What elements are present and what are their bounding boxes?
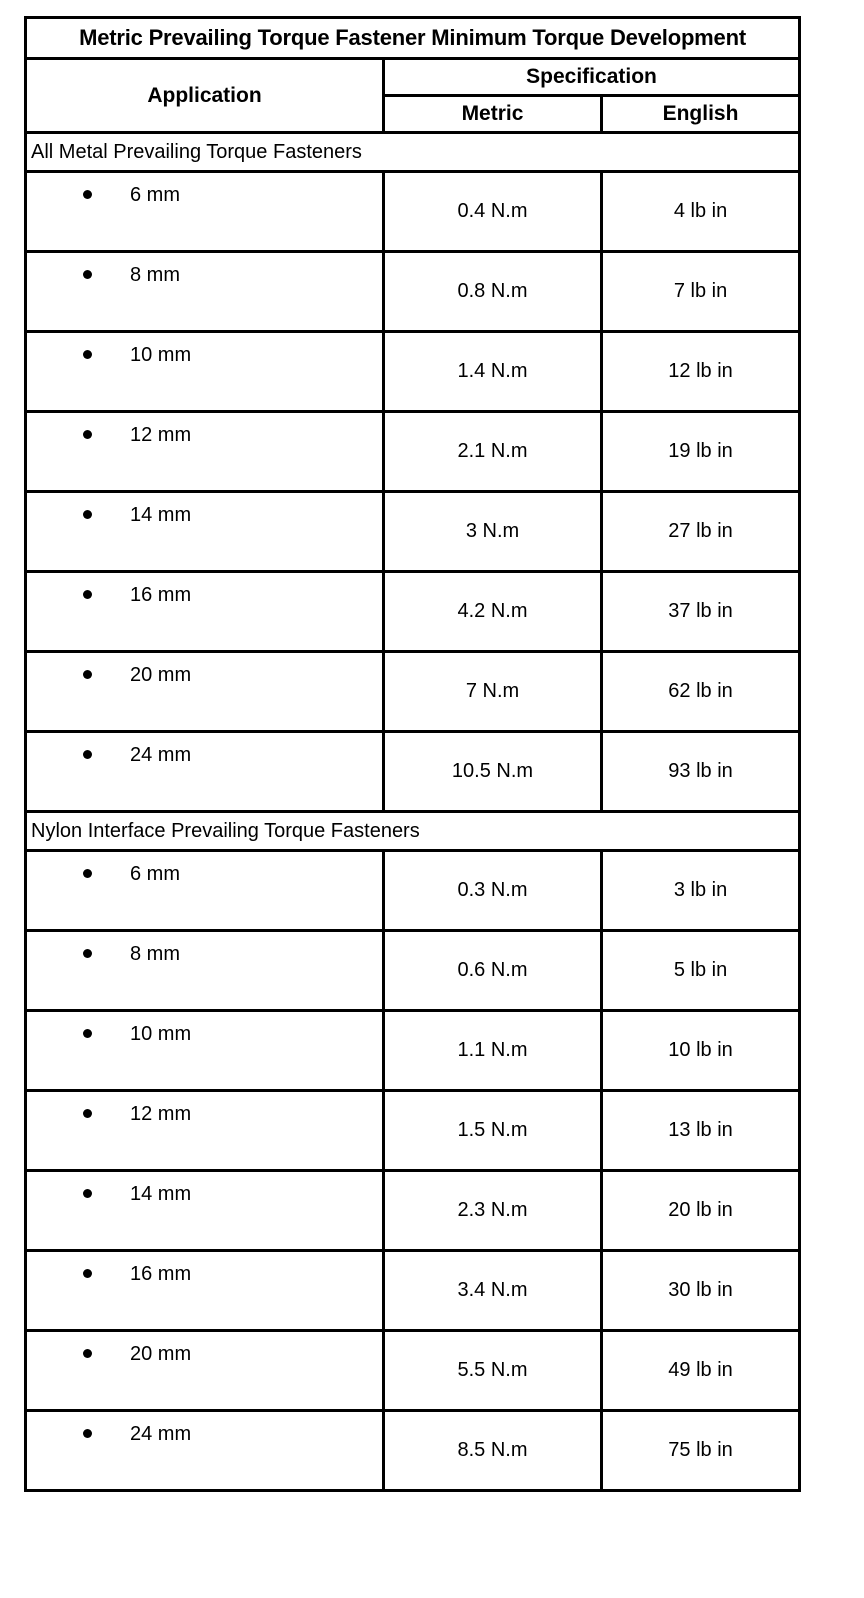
table-row bbox=[26, 652, 800, 732]
table-title: Metric Prevailing Torque Fastener Minimum Torque Development bbox=[26, 18, 800, 59]
table-row bbox=[26, 492, 800, 572]
fastener-size: 6 mm bbox=[130, 863, 180, 885]
fastener-size: 20 mm bbox=[130, 1343, 192, 1365]
bullet-icon bbox=[83, 190, 92, 199]
fastener-size: 24 mm bbox=[130, 744, 192, 766]
metric-torque: 8.5 N.m bbox=[384, 1411, 602, 1491]
fastener-size-cell bbox=[26, 332, 384, 412]
fastener-size: 8 mm bbox=[130, 943, 180, 965]
english-torque: 3 lb in bbox=[602, 851, 800, 931]
bullet-icon bbox=[83, 590, 92, 599]
header-english: English bbox=[602, 96, 800, 133]
english-torque: 30 lb in bbox=[602, 1251, 800, 1331]
table-row bbox=[26, 931, 800, 1011]
header-row-specification bbox=[26, 59, 800, 96]
english-torque: 75 lb in bbox=[602, 1411, 800, 1491]
fastener-size-cell bbox=[26, 931, 384, 1011]
fastener-size: 14 mm bbox=[130, 1183, 192, 1205]
fastener-size-cell bbox=[26, 1171, 384, 1251]
fastener-size-cell bbox=[26, 172, 384, 252]
table-row bbox=[26, 732, 800, 812]
fastener-size: 8 mm bbox=[130, 264, 180, 286]
fastener-size-cell bbox=[26, 1091, 384, 1171]
fastener-size: 12 mm bbox=[130, 424, 192, 446]
table-row bbox=[26, 1091, 800, 1171]
fastener-size-cell bbox=[26, 1411, 384, 1491]
fastener-size: 12 mm bbox=[130, 1103, 192, 1125]
fastener-size-cell bbox=[26, 1251, 384, 1331]
english-torque: 12 lb in bbox=[602, 332, 800, 412]
fastener-size-cell bbox=[26, 1011, 384, 1091]
metric-torque: 0.4 N.m bbox=[384, 172, 602, 252]
fastener-size-cell bbox=[26, 851, 384, 931]
english-torque: 27 lb in bbox=[602, 492, 800, 572]
fastener-size: 14 mm bbox=[130, 504, 192, 526]
metric-torque: 0.3 N.m bbox=[384, 851, 602, 931]
metric-torque: 3 N.m bbox=[384, 492, 602, 572]
fastener-size-cell bbox=[26, 492, 384, 572]
english-torque: 49 lb in bbox=[602, 1331, 800, 1411]
table-row bbox=[26, 851, 800, 931]
header-specification: Specification bbox=[384, 59, 800, 96]
section-label: All Metal Prevailing Torque Fasteners bbox=[26, 133, 800, 172]
torque-spec-table bbox=[24, 16, 801, 1492]
metric-torque: 4.2 N.m bbox=[384, 572, 602, 652]
table-row bbox=[26, 1411, 800, 1491]
bullet-icon bbox=[83, 1189, 92, 1198]
bullet-icon bbox=[83, 750, 92, 759]
english-torque: 37 lb in bbox=[602, 572, 800, 652]
metric-torque: 10.5 N.m bbox=[384, 732, 602, 812]
table-title-row bbox=[26, 18, 800, 59]
fastener-size-cell bbox=[26, 412, 384, 492]
bullet-icon bbox=[83, 1269, 92, 1278]
fastener-size: 10 mm bbox=[130, 344, 192, 366]
fastener-size-cell bbox=[26, 252, 384, 332]
table-row bbox=[26, 572, 800, 652]
fastener-size: 20 mm bbox=[130, 664, 192, 686]
bullet-icon bbox=[83, 949, 92, 958]
bullet-icon bbox=[83, 270, 92, 279]
table-row bbox=[26, 1251, 800, 1331]
section-row bbox=[26, 133, 800, 172]
metric-torque: 5.5 N.m bbox=[384, 1331, 602, 1411]
english-torque: 10 lb in bbox=[602, 1011, 800, 1091]
bullet-icon bbox=[83, 510, 92, 519]
bullet-icon bbox=[83, 869, 92, 878]
metric-torque: 1.1 N.m bbox=[384, 1011, 602, 1091]
bullet-icon bbox=[83, 430, 92, 439]
english-torque: 13 lb in bbox=[602, 1091, 800, 1171]
bullet-icon bbox=[83, 350, 92, 359]
section-row bbox=[26, 812, 800, 851]
bullet-icon bbox=[83, 1109, 92, 1118]
english-torque: 20 lb in bbox=[602, 1171, 800, 1251]
fastener-size: 16 mm bbox=[130, 1263, 192, 1285]
table-row bbox=[26, 412, 800, 492]
table-body bbox=[26, 133, 800, 1491]
metric-torque: 0.8 N.m bbox=[384, 252, 602, 332]
english-torque: 62 lb in bbox=[602, 652, 800, 732]
english-torque: 4 lb in bbox=[602, 172, 800, 252]
english-torque: 93 lb in bbox=[602, 732, 800, 812]
metric-torque: 2.1 N.m bbox=[384, 412, 602, 492]
english-torque: 19 lb in bbox=[602, 412, 800, 492]
metric-torque: 1.4 N.m bbox=[384, 332, 602, 412]
english-torque: 7 lb in bbox=[602, 252, 800, 332]
metric-torque: 3.4 N.m bbox=[384, 1251, 602, 1331]
fastener-size-cell bbox=[26, 1331, 384, 1411]
fastener-size: 16 mm bbox=[130, 584, 192, 606]
bullet-icon bbox=[83, 1349, 92, 1358]
table-row bbox=[26, 252, 800, 332]
bullet-icon bbox=[83, 670, 92, 679]
bullet-icon bbox=[83, 1029, 92, 1038]
english-torque: 5 lb in bbox=[602, 931, 800, 1011]
table-row bbox=[26, 1011, 800, 1091]
metric-torque: 1.5 N.m bbox=[384, 1091, 602, 1171]
table-row bbox=[26, 172, 800, 252]
metric-torque: 0.6 N.m bbox=[384, 931, 602, 1011]
bullet-icon bbox=[83, 1429, 92, 1438]
fastener-size-cell bbox=[26, 652, 384, 732]
fastener-size: 6 mm bbox=[130, 184, 180, 206]
header-metric: Metric bbox=[384, 96, 602, 133]
metric-torque: 2.3 N.m bbox=[384, 1171, 602, 1251]
table-row bbox=[26, 332, 800, 412]
section-label: Nylon Interface Prevailing Torque Fasteners bbox=[26, 812, 800, 851]
fastener-size-cell bbox=[26, 732, 384, 812]
header-application: Application bbox=[26, 59, 384, 133]
fastener-size-cell bbox=[26, 572, 384, 652]
metric-torque: 7 N.m bbox=[384, 652, 602, 732]
fastener-size: 24 mm bbox=[130, 1423, 192, 1445]
table-row bbox=[26, 1171, 800, 1251]
table-row bbox=[26, 1331, 800, 1411]
fastener-size: 10 mm bbox=[130, 1023, 192, 1045]
